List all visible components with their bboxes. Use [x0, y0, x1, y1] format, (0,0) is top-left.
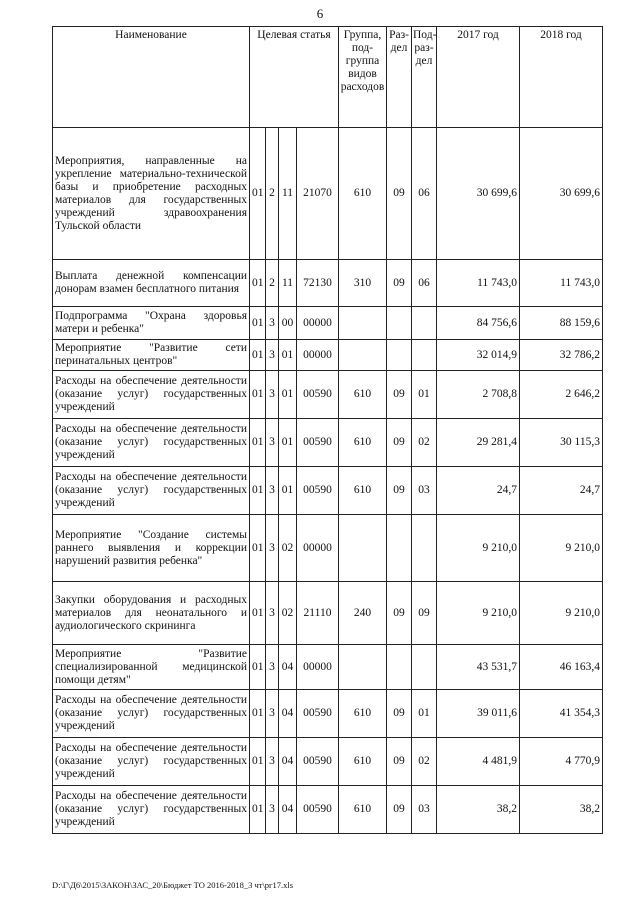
subsection: 03 [412, 467, 437, 515]
table-row [53, 690, 603, 738]
subsection: 02 [412, 738, 437, 786]
target-direction: 00590 [297, 786, 339, 834]
section: 09 [387, 690, 412, 738]
expense-group [339, 645, 387, 690]
table-row [53, 371, 603, 419]
amount-2017: 39 011,6 [437, 690, 520, 738]
amount-2018: 4 770,9 [520, 738, 603, 786]
table-row [53, 260, 603, 307]
target-activity: 01 [279, 419, 297, 467]
subsection [412, 307, 437, 340]
subsection: 03 [412, 786, 437, 834]
target-activity: 01 [279, 371, 297, 419]
table-row [53, 738, 603, 786]
section: 09 [387, 260, 412, 307]
row-name: Расходы на обеспечение деятельности (оказание услуг) государственных учреждений [53, 371, 250, 419]
amount-2017: 30 699,6 [437, 128, 520, 260]
target-activity: 01 [279, 467, 297, 515]
expense-group: 610 [339, 371, 387, 419]
row-name: Расходы на обеспечение деятельности (оказание услуг) государственных учреждений [53, 467, 250, 515]
row-name: Расходы на обеспечение деятельности (оказание услуг) государственных учреждений [53, 786, 250, 834]
target-direction: 72130 [297, 260, 339, 307]
header-2017: 2017 год [437, 27, 520, 128]
amount-2018: 30 699,6 [520, 128, 603, 260]
target-program: 01 [250, 738, 266, 786]
file-path-footer: D:\Г\Д6\2015\ЗАКОН\ЗАС_20\Бюджет ТО 2016-2018_3 чт\рг17.xls [52, 880, 294, 890]
target-direction: 00590 [297, 371, 339, 419]
target-direction: 00590 [297, 738, 339, 786]
target-activity: 02 [279, 582, 297, 645]
header-target: Целевая статья [250, 27, 339, 128]
amount-2018: 32 786,2 [520, 340, 603, 371]
section [387, 307, 412, 340]
section [387, 340, 412, 371]
amount-2017: 29 281,4 [437, 419, 520, 467]
target-subprogram: 3 [266, 645, 279, 690]
header-subsection: Под-раз-дел [412, 27, 437, 128]
subsection: 06 [412, 260, 437, 307]
amount-2017: 24,7 [437, 467, 520, 515]
table-row [53, 307, 603, 340]
row-name: Мероприятие "Создание системы раннего выявления и коррекции нарушений развития ребенка" [53, 515, 250, 582]
page-number: 6 [316, 6, 324, 21]
expense-group [339, 340, 387, 371]
row-name: Расходы на обеспечение деятельности (оказание услуг) государственных учреждений [53, 738, 250, 786]
target-direction: 00000 [297, 515, 339, 582]
target-program: 01 [250, 260, 266, 307]
target-direction: 00000 [297, 645, 339, 690]
section: 09 [387, 582, 412, 645]
expense-group: 610 [339, 786, 387, 834]
target-subprogram: 2 [266, 128, 279, 260]
target-activity: 02 [279, 515, 297, 582]
table-header-row [53, 27, 603, 128]
amount-2018: 38,2 [520, 786, 603, 834]
expense-group: 610 [339, 419, 387, 467]
amount-2017: 84 756,6 [437, 307, 520, 340]
header-section: Раз-дел [387, 27, 412, 128]
target-subprogram: 3 [266, 515, 279, 582]
target-activity: 04 [279, 786, 297, 834]
subsection: 09 [412, 582, 437, 645]
expense-group: 610 [339, 738, 387, 786]
section [387, 645, 412, 690]
amount-2017: 32 014,9 [437, 340, 520, 371]
amount-2017: 11 743,0 [437, 260, 520, 307]
row-name: Мероприятие "Развитие сети перинатальных центров" [53, 340, 250, 371]
target-subprogram: 3 [266, 738, 279, 786]
subsection: 01 [412, 371, 437, 419]
target-subprogram: 3 [266, 582, 279, 645]
target-subprogram: 3 [266, 340, 279, 371]
target-program: 01 [250, 307, 266, 340]
amount-2018: 88 159,6 [520, 307, 603, 340]
target-program: 01 [250, 340, 266, 371]
expense-group [339, 515, 387, 582]
row-name: Подпрограмма "Охрана здоровья матери и ребенка" [53, 307, 250, 340]
budget-table [52, 26, 603, 834]
target-direction: 00000 [297, 340, 339, 371]
target-program: 01 [250, 419, 266, 467]
expense-group: 610 [339, 467, 387, 515]
target-activity: 04 [279, 690, 297, 738]
target-subprogram: 3 [266, 690, 279, 738]
target-activity: 11 [279, 260, 297, 307]
target-program: 01 [250, 786, 266, 834]
subsection [412, 645, 437, 690]
target-subprogram: 3 [266, 307, 279, 340]
target-direction: 21110 [297, 582, 339, 645]
table-row [53, 340, 603, 371]
amount-2018: 9 210,0 [520, 582, 603, 645]
subsection [412, 340, 437, 371]
target-subprogram: 3 [266, 467, 279, 515]
target-direction: 21070 [297, 128, 339, 260]
expense-group: 240 [339, 582, 387, 645]
table-row [53, 582, 603, 645]
section [387, 515, 412, 582]
target-program: 01 [250, 371, 266, 419]
row-name: Выплата денежной компенсации донорам взамен бесплатного питания [53, 260, 250, 307]
target-program: 01 [250, 582, 266, 645]
subsection [412, 515, 437, 582]
target-direction: 00000 [297, 307, 339, 340]
target-activity: 04 [279, 738, 297, 786]
amount-2018: 11 743,0 [520, 260, 603, 307]
amount-2018: 41 354,3 [520, 690, 603, 738]
target-program: 01 [250, 515, 266, 582]
target-activity: 00 [279, 307, 297, 340]
subsection: 02 [412, 419, 437, 467]
table-row [53, 645, 603, 690]
subsection: 01 [412, 690, 437, 738]
target-program: 01 [250, 690, 266, 738]
header-name: Наименование [53, 27, 250, 128]
row-name: Закупки оборудования и расходных материалов для неонатального и аудиологического скрининга [53, 582, 250, 645]
amount-2018: 30 115,3 [520, 419, 603, 467]
amount-2017: 2 708,8 [437, 371, 520, 419]
amount-2018: 24,7 [520, 467, 603, 515]
amount-2017: 9 210,0 [437, 582, 520, 645]
table-row [53, 786, 603, 834]
amount-2018: 2 646,2 [520, 371, 603, 419]
amount-2017: 9 210,0 [437, 515, 520, 582]
expense-group: 610 [339, 690, 387, 738]
header-2018: 2018 год [520, 27, 603, 128]
amount-2017: 38,2 [437, 786, 520, 834]
target-subprogram: 2 [266, 260, 279, 307]
target-direction: 00590 [297, 690, 339, 738]
target-direction: 00590 [297, 467, 339, 515]
section: 09 [387, 467, 412, 515]
target-subprogram: 3 [266, 419, 279, 467]
row-name: Расходы на обеспечение деятельности (оказание услуг) государственных учреждений [53, 690, 250, 738]
table-row [53, 128, 603, 260]
expense-group [339, 307, 387, 340]
target-direction: 00590 [297, 419, 339, 467]
amount-2017: 4 481,9 [437, 738, 520, 786]
subsection: 06 [412, 128, 437, 260]
header-group: Группа, под-группа видов расходов [339, 27, 387, 128]
section: 09 [387, 786, 412, 834]
expense-group: 310 [339, 260, 387, 307]
amount-2017: 43 531,7 [437, 645, 520, 690]
target-subprogram: 3 [266, 786, 279, 834]
target-program: 01 [250, 645, 266, 690]
row-name: Расходы на обеспечение деятельности (оказание услуг) государственных учреждений [53, 419, 250, 467]
table-row [53, 467, 603, 515]
table-body [53, 128, 603, 834]
expense-group: 610 [339, 128, 387, 260]
amount-2018: 46 163,4 [520, 645, 603, 690]
target-program: 01 [250, 467, 266, 515]
row-name: Мероприятия, направленные на укрепление материально-технической базы и приобретение расходных материалов для государственных учреждений здравоохранения Тульской области [53, 128, 250, 260]
target-subprogram: 3 [266, 371, 279, 419]
row-name: Мероприятие "Развитие специализированной медицинской помощи детям" [53, 645, 250, 690]
target-activity: 11 [279, 128, 297, 260]
target-activity: 01 [279, 340, 297, 371]
section: 09 [387, 371, 412, 419]
section: 09 [387, 738, 412, 786]
target-activity: 04 [279, 645, 297, 690]
target-program: 01 [250, 128, 266, 260]
section: 09 [387, 419, 412, 467]
table-row [53, 515, 603, 582]
table-row [53, 419, 603, 467]
section: 09 [387, 128, 412, 260]
amount-2018: 9 210,0 [520, 515, 603, 582]
